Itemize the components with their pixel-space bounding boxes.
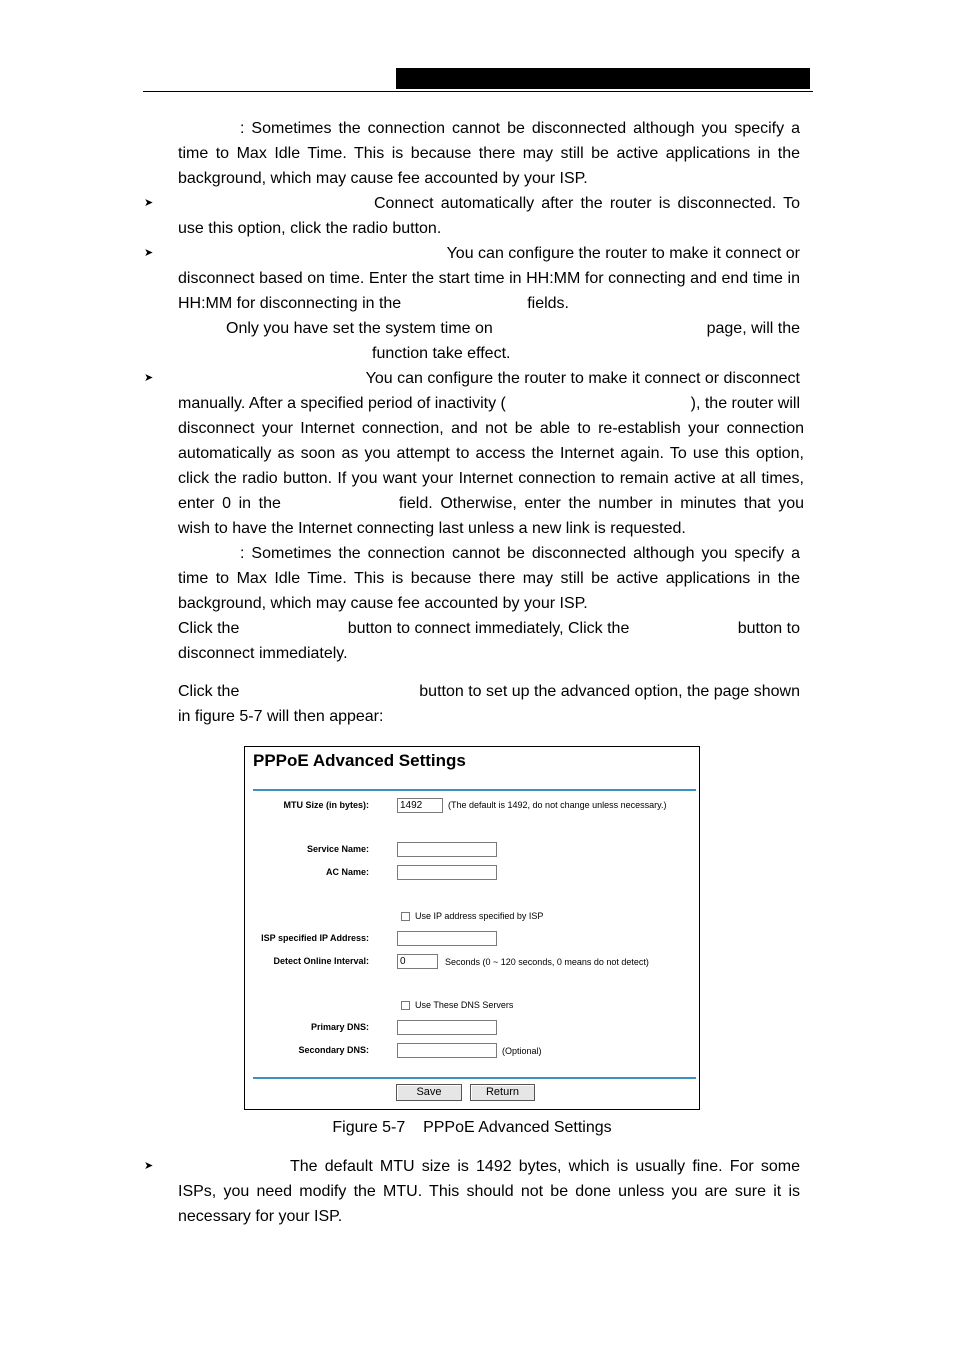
optional-note: (Optional) [502, 1046, 542, 1056]
service-name-input[interactable] [397, 842, 497, 857]
return-button[interactable]: Return [470, 1084, 535, 1101]
header-rule [143, 91, 813, 92]
bullet-marker: ➤ [144, 372, 154, 384]
advanced-paragraph [178, 679, 800, 704]
use-dns-checkbox[interactable] [401, 1001, 410, 1010]
bullet-auto-connect: Connect automatically after the router is disconnected. To use this option, click the radio button. [178, 195, 800, 237]
note-paragraph-1: : Sometimes the connection cannot be disconnected although you specify a time to Max Idle Time. This is because there may still be active applications in the background, which may cause fee accounted by your ISP. [178, 120, 800, 187]
ac-name-label: AC Name: [325, 867, 369, 877]
use-dns-label: Use These DNS Servers [415, 1000, 514, 1010]
bullet-mtu: The default MTU size is 1492 bytes, which is usually fine. For some ISPs, you need modify the MTU. This should not be done unless you are sure it is necessary for your ISP. [178, 1158, 800, 1225]
isp-ip-input[interactable] [397, 931, 497, 946]
text: disconnect your Internet connection, and not be able to re-establish your connection automatically as soon as you attempt to access the Internet again. To use this option, click the radio button. If you want your Internet connection to remain active at all times, enter 0 in the [178, 420, 804, 512]
use-isp-ip-label: Use IP address specified by ISP [415, 911, 544, 921]
time-note-line [226, 316, 800, 341]
figure-divider-bottom [253, 1077, 696, 1079]
bullet-manual-line2 [178, 391, 800, 416]
secondary-dns-label: Secondary DNS: [298, 1045, 369, 1055]
text: Click the [178, 683, 240, 700]
text: manually. After a specified period of inactivity ( [178, 395, 506, 412]
service-name-label: Service Name: [306, 844, 369, 854]
mtu-input[interactable]: 1492 [397, 798, 443, 813]
text: disconnect based on time. Enter the start time in HH:MM for connecting and end time in HH:MM for disconnecting in the [178, 270, 800, 312]
text: button to connect immediately, Click the [347, 620, 630, 637]
use-isp-ip-checkbox[interactable] [401, 912, 410, 921]
text: ), the router will [690, 395, 800, 412]
advanced-paragraph-line2: in figure 5-7 will then appear: [178, 708, 384, 725]
primary-dns-label: Primary DNS: [310, 1022, 369, 1032]
connect-paragraph [178, 616, 800, 641]
connect-paragraph-line2: disconnect immediately. [178, 645, 348, 662]
text: button to set up the advanced option, the page shown [419, 683, 800, 700]
detect-interval-input[interactable]: 0 [397, 954, 438, 969]
bullet-marker: ➤ [144, 197, 154, 209]
text: Only you have set the system time on [226, 320, 493, 337]
text: field. Otherwise, enter the number in minutes that you wish to have the Internet connecting last unless a new link is requested. [178, 495, 804, 537]
text: page, will the [706, 320, 800, 337]
save-button[interactable]: Save [396, 1084, 462, 1101]
text: fields. [527, 295, 569, 312]
pppoe-advanced-figure [244, 746, 700, 1110]
detect-interval-note: Seconds (0 ~ 120 seconds, 0 means do not detect) [445, 957, 649, 967]
detect-interval-label: Detect Online Interval: [273, 956, 369, 966]
figure-caption: Figure 5-7 PPPoE Advanced Settings [332, 1119, 612, 1136]
text: button to [737, 620, 800, 637]
bullet-time-based-line1: You can configure the router to make it connect or [446, 245, 800, 262]
isp-ip-label: ISP specified IP Address: [261, 933, 369, 943]
figure-title: PPPoE Advanced Settings [253, 751, 466, 770]
time-note-line2: function take effect. [372, 345, 511, 362]
mtu-note: (The default is 1492, do not change unless necessary.) [448, 800, 667, 810]
bullet-manual-line1: You can configure the router to make it connect or disconnect [365, 370, 800, 387]
text: Click the [178, 620, 240, 637]
mtu-label: MTU Size (in bytes): [283, 800, 369, 810]
secondary-dns-input[interactable] [397, 1043, 497, 1058]
primary-dns-input[interactable] [397, 1020, 497, 1035]
bullet-time-based-body [178, 266, 800, 316]
figure-divider-top [253, 789, 696, 791]
header-bar [396, 68, 810, 89]
ac-name-input[interactable] [397, 865, 497, 880]
bullet-marker: ➤ [144, 1160, 154, 1172]
note-paragraph-2: : Sometimes the connection cannot be disconnected although you specify a time to Max Idle Time. This is because there may still be active applications in the background, which may cause fee accounted by your ISP. [178, 545, 800, 612]
bullet-manual-body [178, 416, 804, 541]
bullet-marker: ➤ [144, 247, 154, 259]
